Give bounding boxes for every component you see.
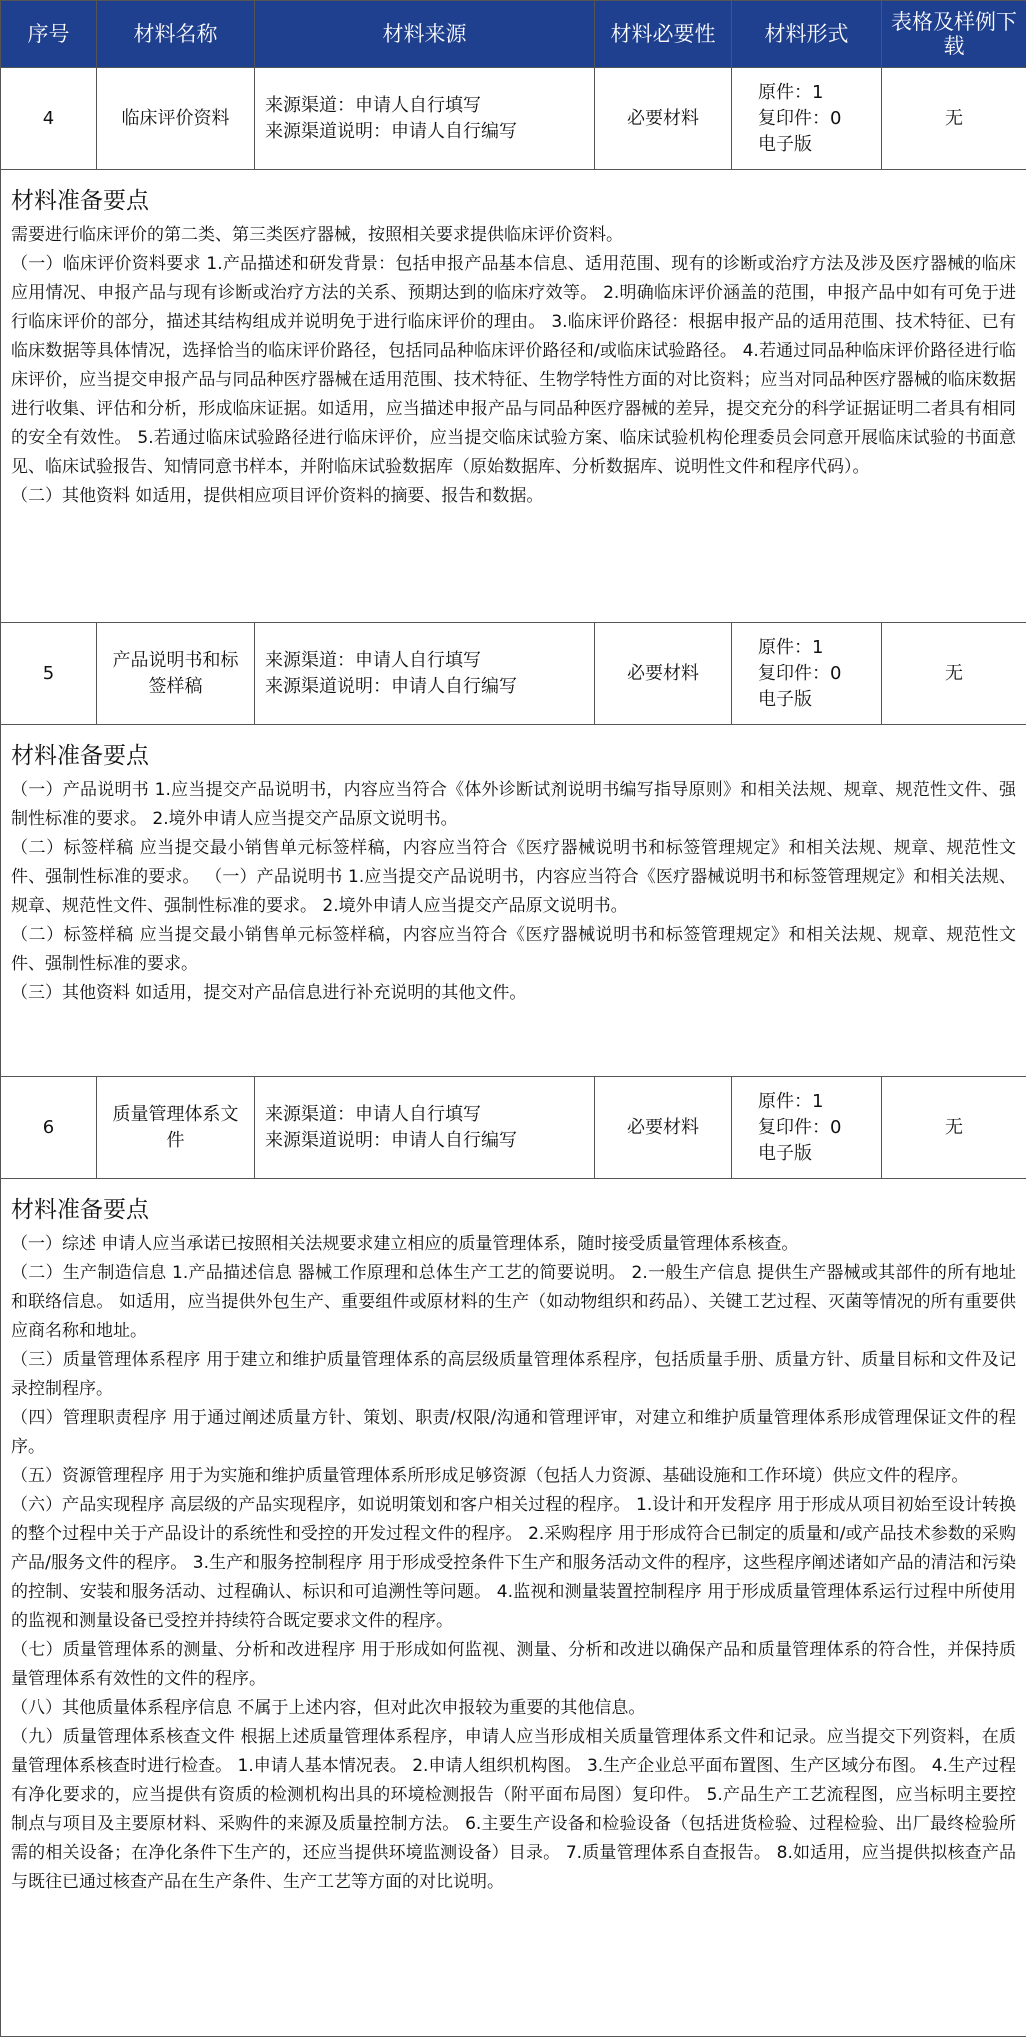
notes-paragraph: （二）标签样稿 应当提交最小销售单元标签样稿，内容应当符合《医疗器械说明书和标签管理规定》和相关法规、规章、规范性文件、强制性标准的要求。 [11, 921, 1016, 979]
notes-paragraph: （九）质量管理体系核查文件 根据上述质量管理体系程序，申请人应当形成相关质量管理体系文件和记录。应当提交下列资料，在质量管理体系核查时进行检查。 1.申请人基本情况表。 2.申请人组织机构图。 3.生产企业总平面布置图、生产区域分布图。 4.生产过程有净化要求的，应当提供有资质的检测机构出具的环境检测报告（附平面布局图）复印件。 5.产品生产工艺流程图，应当标明主要控制点与项目及主要原材料、采购件的来源及质量控制方法。 6.主要生产设备和检验设备（包括进货检验、过程检验、出厂最终检验所需的相关设备；在净化条件下生产的，还应当提供环境监测设备）目录。 7.质量管理体系自查报告。 8.如适用，应当提供拟核查产品与既往已通过核查产品在生产条件、生产工艺等方面的对比说明。 [11, 1723, 1016, 1897]
notes-paragraph: （四）管理职责程序 用于通过阐述质量方针、策划、职责/权限/沟通和管理评审，对建立和维护质量管理体系形成管理保证文件的程序。 [11, 1404, 1016, 1462]
row-download: 无 [882, 68, 1026, 170]
notes-paragraph: （三）其他资料 如适用，提交对产品信息进行补充说明的其他文件。 [11, 979, 1016, 1008]
form-original: 原件：1 [758, 1089, 880, 1115]
header-name: 材料名称 [97, 1, 255, 68]
notes-title: 材料准备要点 [11, 737, 1016, 770]
source-channel: 来源渠道：申请人自行填写 [265, 93, 593, 119]
notes-paragraph: （三）质量管理体系程序 用于建立和维护质量管理体系的高层级质量管理体系程序，包括质量手册、质量方针、质量目标和文件及记录控制程序。 [11, 1346, 1016, 1404]
notes-paragraph: （一）临床评价资料要求 1.产品描述和研发背景：包括申报产品基本信息、适用范围、现有的诊断或治疗方法及涉及医疗器械的临床应用情况、申报产品与现有诊断或治疗方法的关系、预期达到的临床疗效等。 2.明确临床评价涵盖的范围，申报产品中如有可免于进行临床评价的部分，描述其结构组成并说明免于进行临床评价的理由。 3.临床评价路径：根据申报产品的适用范围、技术特征、已有临床数据等具体情况，选择恰当的临床评价路径，包括同品种临床评价路径和/或临床试验路径。 4.若通过同品种临床评价路径进行临床评价，应当提交申报产品与同品种医疗器械在适用范围、技术特征、生物学特性方面的对比资料；应当对同品种医疗器械的临床数据进行收集、评估和分析，形成临床证据。如适用，应当描述申报产品与同品种医疗器械的差异，提交充分的科学证据证明二者具有相同的安全有效性。 5.若通过临床试验路径进行临床评价，应当提交临床试验方案、临床试验机构伦理委员会同意开展临床试验的书面意见、临床试验报告、知情同意书样本，并附临床试验数据库（原始数据库、分析数据库、说明性文件和程序代码）。 [11, 250, 1016, 482]
row-form [732, 623, 882, 725]
row-form [732, 68, 882, 170]
form-copy: 复印件：0 [758, 106, 880, 132]
source-channel-desc: 来源渠道说明：申请人自行编写 [265, 1128, 593, 1154]
notes-cell [1, 725, 1026, 1077]
form-electronic: 电子版 [758, 687, 880, 713]
notes-paragraph: （五）资源管理程序 用于为实施和维护质量管理体系所形成足够资源（包括人力资源、基础设施和工作环境）供应文件的程序。 [11, 1462, 1016, 1491]
notes-paragraph: （八）其他质量体系程序信息 不属于上述内容，但对此次申报较为重要的其他信息。 [11, 1694, 1016, 1723]
row-source [255, 68, 595, 170]
source-channel: 来源渠道：申请人自行填写 [265, 648, 593, 674]
row-source [255, 1077, 595, 1179]
source-channel-desc: 来源渠道说明：申请人自行编写 [265, 674, 593, 700]
header-source: 材料来源 [255, 1, 595, 68]
row-source [255, 623, 595, 725]
notes-paragraph: （七）质量管理体系的测量、分析和改进程序 用于形成如何监视、测量、分析和改进以确保产品和质量管理体系的符合性，并保持质量管理体系有效性的文件的程序。 [11, 1636, 1016, 1694]
source-channel: 来源渠道：申请人自行填写 [265, 1102, 593, 1128]
header-download: 表格及样例下载 [882, 1, 1026, 68]
form-electronic: 电子版 [758, 132, 880, 158]
notes-cell [1, 170, 1026, 623]
notes-paragraph: （一）综述 申请人应当承诺已按照相关法规要求建立相应的质量管理体系，随时接受质量管理体系核查。 [11, 1230, 1016, 1259]
notes-paragraph: （二）生产制造信息 1.产品描述信息 器械工作原理和总体生产工艺的简要说明。 2.一般生产信息 提供生产器械或其部件的所有地址和联络信息。 如适用，应当提供外包生产、重要组件或原材料的生产（如动物组织和药品）、关键工艺过程、灭菌等情况的所有重要供应商名称和地址。 [11, 1259, 1016, 1346]
form-electronic: 电子版 [758, 1141, 880, 1167]
header-form: 材料形式 [732, 1, 882, 68]
source-channel-desc: 来源渠道说明：申请人自行编写 [265, 119, 593, 145]
notes-row [1, 1179, 1026, 2037]
table-row [1, 68, 1026, 170]
form-copy: 复印件：0 [758, 1115, 880, 1141]
notes-title: 材料准备要点 [11, 1191, 1016, 1224]
row-no: 5 [1, 623, 97, 725]
form-original: 原件：1 [758, 635, 880, 661]
notes-paragraph: （二）标签样稿 应当提交最小销售单元标签样稿，内容应当符合《医疗器械说明书和标签管理规定》和相关法规、规章、规范性文件、强制性标准的要求。 （一）产品说明书 1.应当提交产品说明书，内容应当符合《医疗器械说明书和标签管理规定》和相关法规、规章、规范性文件、强制性标准的要求。 2.境外申请人应当提交产品原文说明书。 [11, 834, 1016, 921]
row-necessity: 必要材料 [595, 68, 732, 170]
row-download: 无 [882, 623, 1026, 725]
form-copy: 复印件：0 [758, 661, 880, 687]
notes-paragraph: 需要进行临床评价的第二类、第三类医疗器械，按照相关要求提供临床评价资料。 [11, 221, 1016, 250]
table-header-row [1, 1, 1026, 68]
row-name: 质量管理体系文件 [97, 1077, 255, 1179]
notes-row [1, 170, 1026, 623]
notes-paragraph: （一）产品说明书 1.应当提交产品说明书，内容应当符合《体外诊断试剂说明书编写指导原则》和相关法规、规章、规范性文件、强制性标准的要求。 2.境外申请人应当提交产品原文说明书。 [11, 776, 1016, 834]
form-original: 原件：1 [758, 80, 880, 106]
notes-row [1, 725, 1026, 1077]
notes-paragraph: （六）产品实现程序 高层级的产品实现程序，如说明策划和客户相关过程的程序。 1.设计和开发程序 用于形成从项目初始至设计转换的整个过程中关于产品设计的系统性和受控的开发过程文件的程序。 2.采购程序 用于形成符合已制定的质量和/或产品技术参数的采购产品/服务文件的程序。 3.生产和服务控制程序 用于形成受控条件下生产和服务活动文件的程序，这些程序阐述诸如产品的清洁和污染的控制、安装和服务活动、过程确认、标识和可追溯性等问题。 4.监视和测量装置控制程序 用于形成质量管理体系运行过程中所使用的监视和测量设备已受控并持续符合既定要求文件的程序。 [11, 1491, 1016, 1636]
notes-cell [1, 1179, 1026, 2037]
row-necessity: 必要材料 [595, 623, 732, 725]
row-necessity: 必要材料 [595, 1077, 732, 1179]
row-download: 无 [882, 1077, 1026, 1179]
row-name: 产品说明书和标签样稿 [97, 623, 255, 725]
row-form [732, 1077, 882, 1179]
row-name: 临床评价资料 [97, 68, 255, 170]
header-necessity: 材料必要性 [595, 1, 732, 68]
row-no: 6 [1, 1077, 97, 1179]
notes-paragraph: （二）其他资料 如适用，提供相应项目评价资料的摘要、报告和数据。 [11, 482, 1016, 511]
table-row [1, 1077, 1026, 1179]
row-no: 4 [1, 68, 97, 170]
header-no: 序号 [1, 1, 97, 68]
notes-title: 材料准备要点 [11, 182, 1016, 215]
table-row [1, 623, 1026, 725]
